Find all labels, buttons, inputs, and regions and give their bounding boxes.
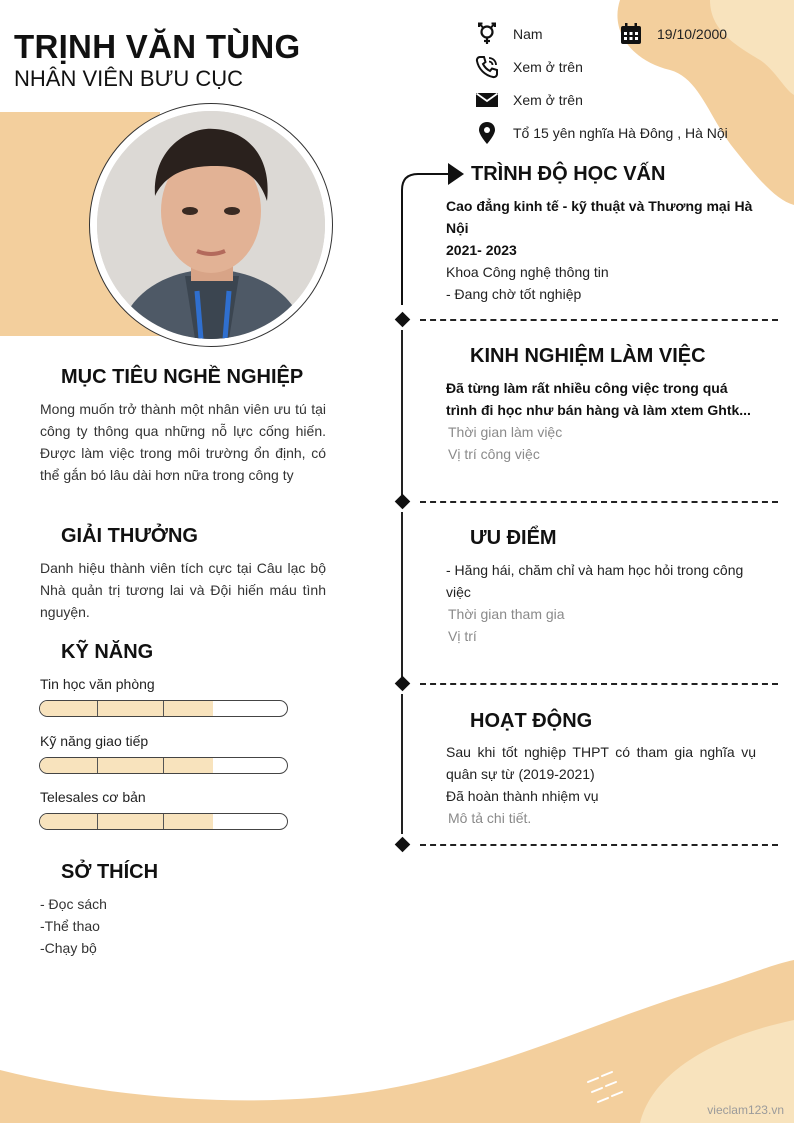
skills-title: KỸ NĂNG xyxy=(61,641,154,663)
education-title: TRÌNH ĐỘ HỌC VẤN xyxy=(471,163,666,185)
objective-text: Mong muốn trở thành một nhân viên ưu tú tại công ty thông qua những nỗ lực cống hiến. Được làm việc trong môi trường ổn định, có thể gắn bó lâu dài hơn nữa trong công ty xyxy=(40,401,326,483)
contact-email xyxy=(475,88,583,112)
activities-result: Đã hoàn thành nhiệm vụ xyxy=(446,788,599,804)
activities-title: HOẠT ĐỘNG xyxy=(470,710,593,732)
contact-gender xyxy=(475,22,543,46)
education-status: - Đang chờ tốt nghiệp xyxy=(446,286,582,302)
avatar-photo xyxy=(97,111,325,339)
strengths-time: Thời gian tham gia xyxy=(448,606,565,622)
calendar-icon xyxy=(619,22,643,46)
awards-text: Danh hiệu thành viên tích cực tại Câu lạc bộ Nhà quản trị tương lai và Đội hiến máu tình nguyện. xyxy=(40,560,326,620)
activities-text: Sau khi tốt nghiệp THPT có tham gia nghĩa vụ quân sự từ (2019-2021) xyxy=(446,744,756,782)
section-divider xyxy=(420,319,778,321)
skill-bar-fill xyxy=(40,814,213,829)
awards-title: GIẢI THƯỞNG xyxy=(61,525,198,547)
phone-value: Xem ở trên xyxy=(513,59,583,75)
bottom-decoration xyxy=(0,950,794,1123)
contact-phone xyxy=(475,55,583,79)
skill-bar-fill xyxy=(40,758,213,773)
candidate-name: TRỊNH VĂN TÙNG xyxy=(14,28,301,65)
timeline-node xyxy=(395,312,411,328)
candidate-role: NHÂN VIÊN BƯU CỤC xyxy=(14,66,244,91)
section-divider xyxy=(420,501,778,503)
contact-address xyxy=(475,121,728,145)
timeline-line xyxy=(401,512,403,677)
experience-summary: Đã từng làm rất nhiều công việc trong quá trình đi học như bán hàng và làm xtem Ghtk... xyxy=(446,380,751,418)
phone-icon xyxy=(475,55,499,79)
hobbies-title: SỞ THÍCH xyxy=(61,861,159,883)
hobby-item: - Đọc sách xyxy=(40,896,107,912)
timeline-node xyxy=(395,676,411,692)
skill-bar-fill xyxy=(40,701,213,716)
skill-bar xyxy=(39,700,288,717)
timeline-line xyxy=(401,330,403,495)
address-value: Tổ 15 yên nghĩa Hà Đông , Hà Nội xyxy=(513,125,728,141)
education-school: Cao đẳng kinh tế - kỹ thuật và Thương mại Hà Nội xyxy=(446,198,753,236)
skill-bar xyxy=(39,757,288,774)
email-value: Xem ở trên xyxy=(513,92,583,108)
skill-label: Telesales cơ bản xyxy=(40,789,146,805)
hobby-item: -Thể thao xyxy=(40,918,100,934)
education-faculty: Khoa Công nghệ thông tin xyxy=(446,264,609,280)
skill-bar xyxy=(39,813,288,830)
gender-icon xyxy=(475,22,499,46)
section-divider xyxy=(420,683,778,685)
location-icon xyxy=(475,121,499,145)
skill-label: Kỹ năng giao tiếp xyxy=(40,733,149,749)
gender-value: Nam xyxy=(513,26,543,42)
section-divider xyxy=(420,844,778,846)
email-icon xyxy=(475,88,499,112)
strengths-position: Vị trí xyxy=(448,628,477,644)
experience-time: Thời gian làm việc xyxy=(448,424,563,440)
strengths-text: - Hăng hái, chăm chỉ và ham học hỏi trong công việc xyxy=(446,562,744,600)
timeline-node xyxy=(395,494,411,510)
education-period: 2021- 2023 xyxy=(446,242,517,258)
watermark: vieclam123.vn xyxy=(707,1103,784,1117)
timeline-node xyxy=(395,837,411,853)
objective-title: MỤC TIÊU NGHỀ NGHIỆP xyxy=(61,366,304,388)
experience-title: KINH NGHIỆM LÀM VIỆC xyxy=(470,345,706,367)
experience-position: Vị trí công việc xyxy=(448,446,540,462)
hobby-item: -Chạy bộ xyxy=(40,940,97,956)
timeline-line xyxy=(401,694,403,834)
birthday-value: 19/10/2000 xyxy=(657,26,728,42)
activities-detail: Mô tả chi tiết. xyxy=(448,810,532,826)
skill-label: Tin học văn phòng xyxy=(40,676,155,692)
strengths-title: ƯU ĐIỂM xyxy=(470,527,557,549)
contact-birthday xyxy=(619,22,727,46)
